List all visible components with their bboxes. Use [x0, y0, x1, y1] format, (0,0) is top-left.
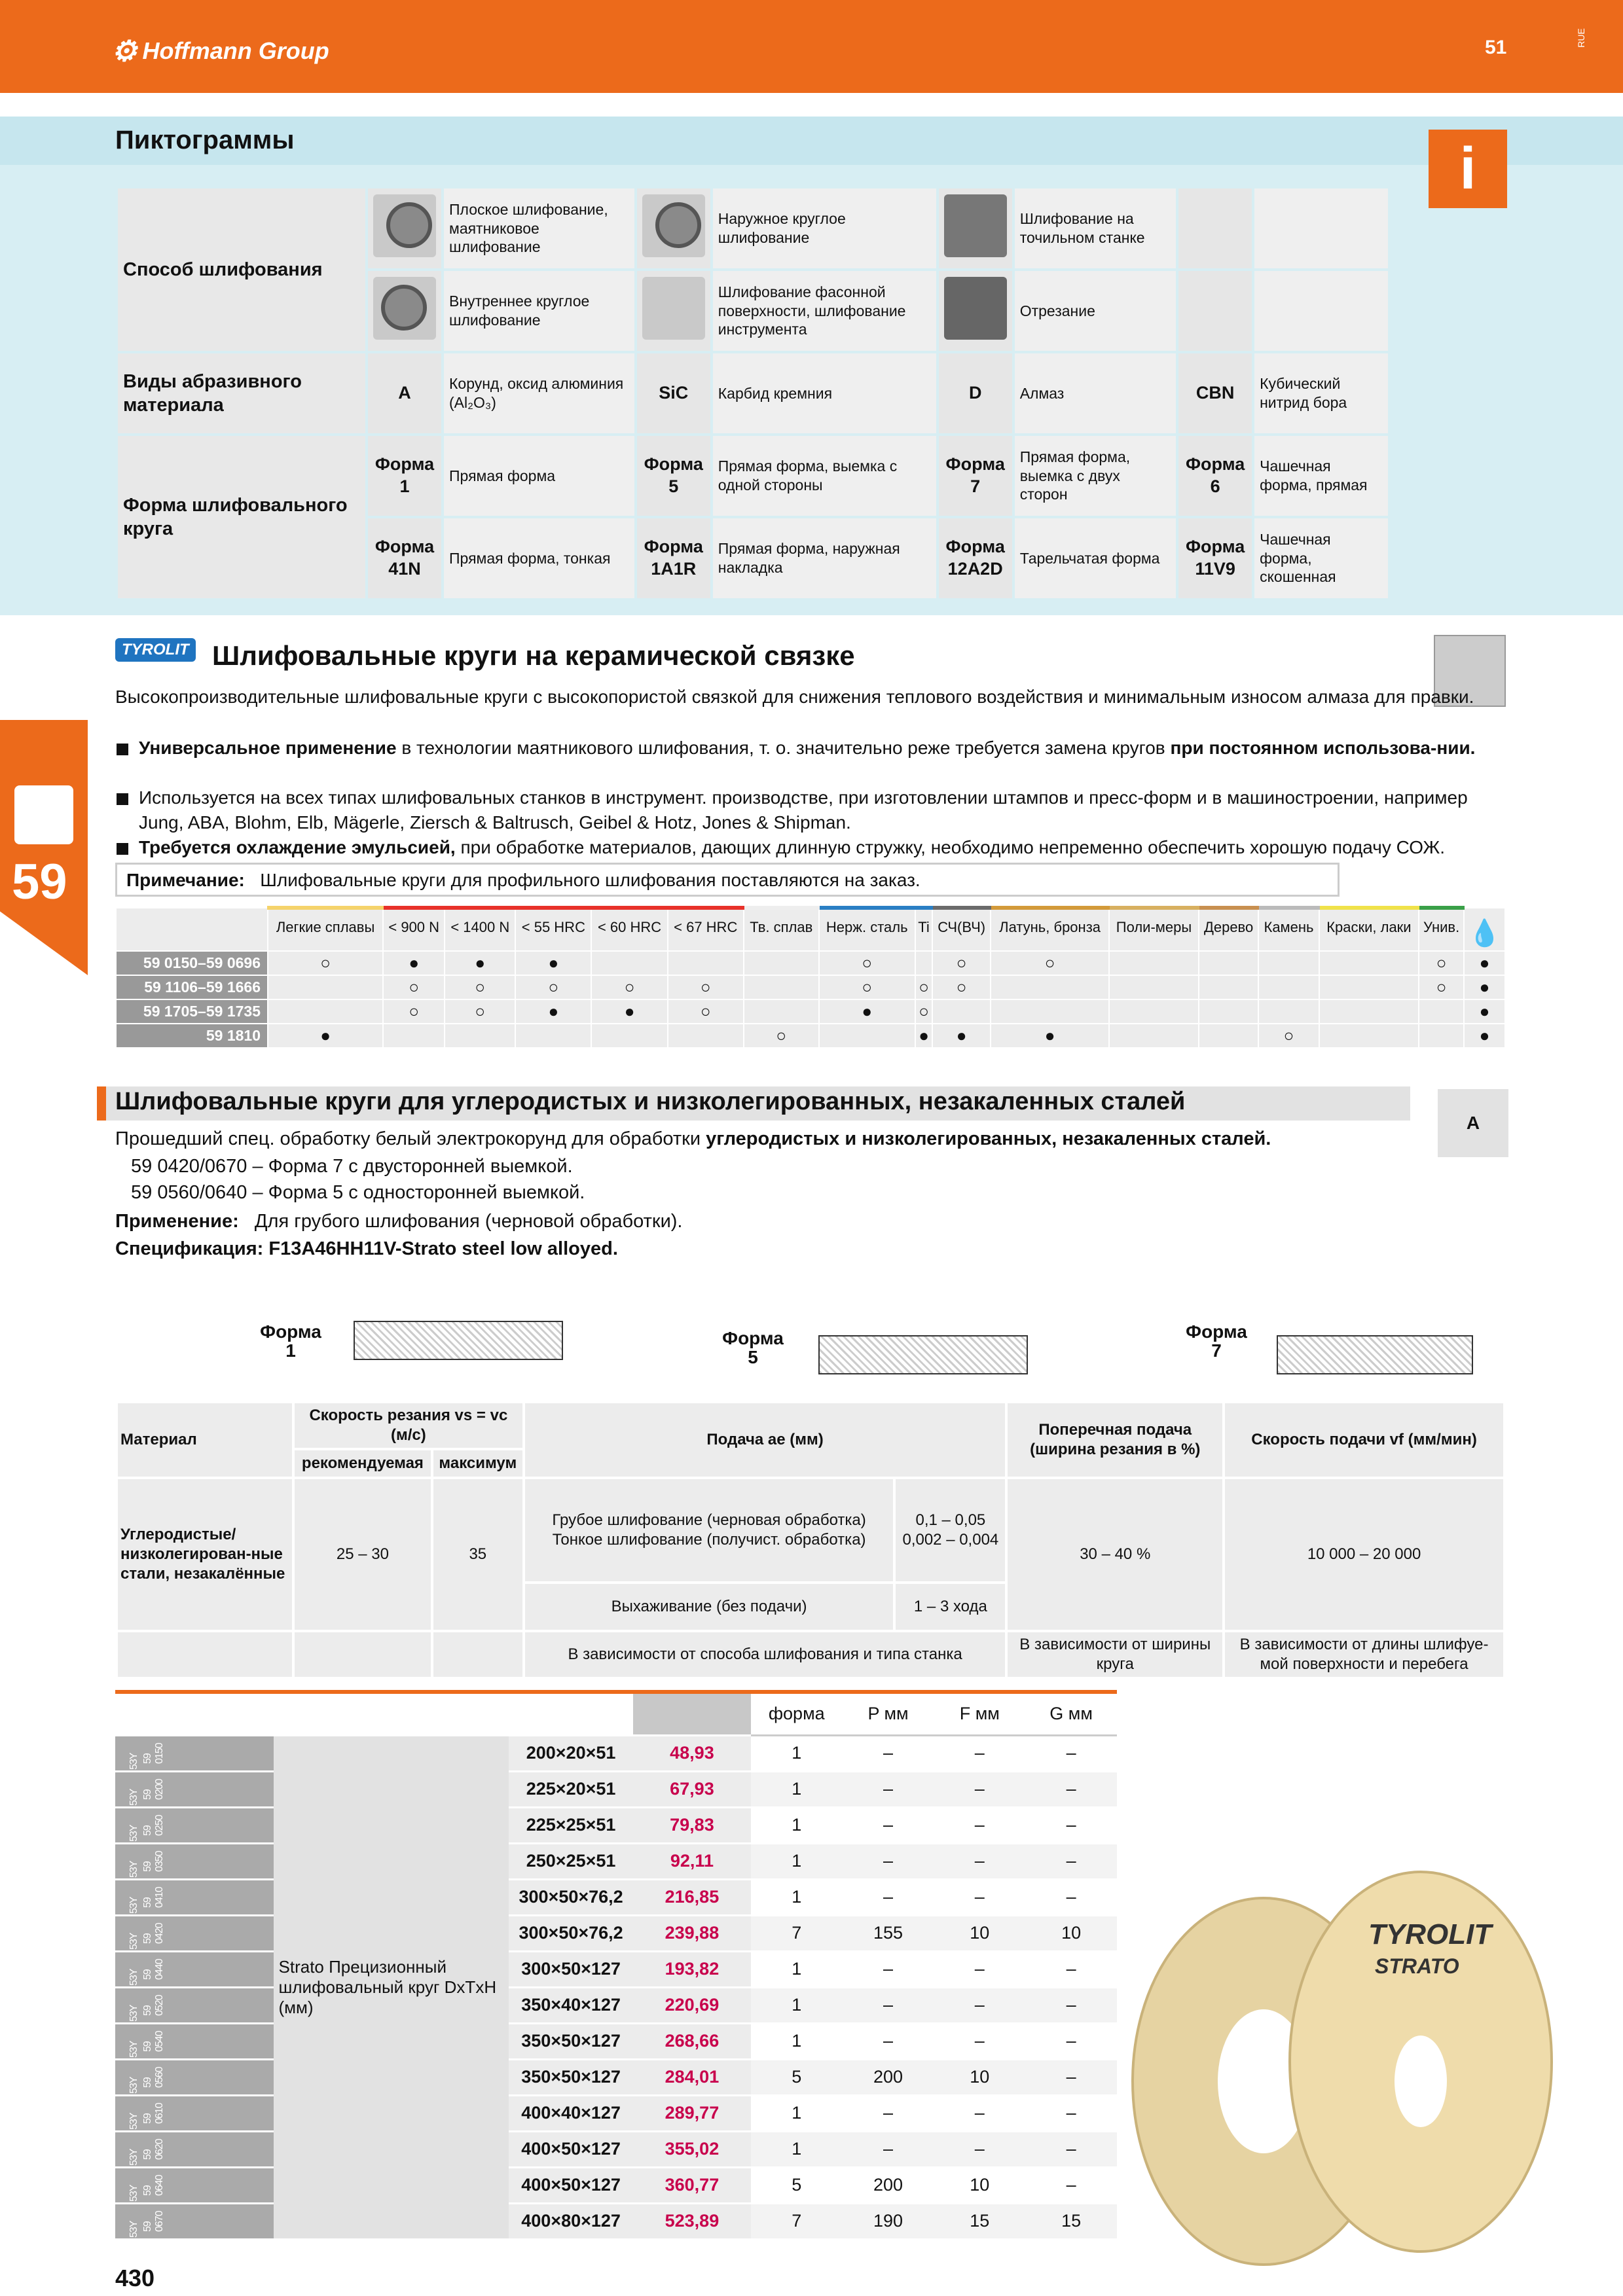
product-photo — [1113, 1846, 1584, 2271]
article-number: 59 0410 — [142, 1886, 165, 1908]
product-row[interactable]: 53Y 59 0420 300×50×76,2 239,88 7 155 10 10 — [115, 1915, 1117, 1951]
abrasive-code-box: A — [1438, 1089, 1508, 1157]
photo-model: STRATO — [1375, 1954, 1459, 1978]
material-suitability-table — [115, 906, 1506, 1049]
chapter-number: 59 — [12, 854, 67, 910]
table-row: 59 1705–59 1735 ○ ○ ● ● ○ ● ○ ● — [116, 999, 1505, 1024]
external-grinding-icon — [636, 187, 712, 270]
product-row[interactable]: 53Y 59 0520 350×40×127 220,69 1 – – – — [115, 1987, 1117, 2023]
article-number: 59 0670 — [142, 2210, 165, 2232]
product-col-header: форма — [751, 1692, 843, 1735]
form-7-drawing — [1277, 1335, 1473, 1374]
article-number: 59 0640 — [142, 2174, 165, 2196]
row-method: Способ шлифования — [117, 187, 367, 352]
price: 289,77 — [633, 2095, 751, 2131]
material-col: Камень — [1258, 908, 1319, 951]
product-row[interactable]: 53Y 59 0440 300×50×127 193,82 1 – – – — [115, 1951, 1117, 1987]
form-1-drawing — [354, 1321, 563, 1360]
specification-line: Спецификация: F13A46HH11V-Strato steel low alloyed. — [115, 1238, 618, 1259]
price: 216,85 — [633, 1879, 751, 1915]
price: 48,93 — [633, 1735, 751, 1771]
table-row: 59 0150–59 0696 ○ ● ● ● ○ ○ ○ ○ ● — [116, 951, 1505, 975]
article-number: 59 0540 — [142, 2030, 165, 2052]
pictogram-title: Пиктограммы — [115, 126, 295, 154]
product-row[interactable]: 53Y 59 0150 Strato Прецизионный шлифовальный круг DxTxH (мм) 200×20×51 48,93 1 – – – — [115, 1735, 1117, 1771]
chapter-wheel-icon — [14, 785, 73, 844]
subsection-line-3: 59 0560/0640 – Форма 5 с односторонней выемкой. — [131, 1182, 585, 1203]
price: 79,83 — [633, 1807, 751, 1843]
row-abrasive: Виды абразивного материала — [117, 352, 367, 435]
price: 67,93 — [633, 1771, 751, 1807]
form-5-label: Форма 5 — [722, 1328, 784, 1368]
internal-grinding-icon — [367, 270, 443, 352]
surface-grinding-icon — [367, 187, 443, 270]
profile-grinding-icon — [636, 270, 712, 352]
footer-page-number: 430 — [115, 2265, 155, 2291]
product-col-header: G мм — [1025, 1692, 1117, 1735]
product-description: Strato Прецизионный шлифовальный круг DxTxH (мм) — [274, 1735, 509, 2239]
price: 523,89 — [633, 2203, 751, 2239]
subsection-line-1: Прошедший спец. обработку белый электрокорунд для обработки углеродистых и низколегированных, незакаленных сталей. — [115, 1128, 1271, 1149]
article-number: 59 0440 — [142, 1958, 165, 1980]
table-row: 59 1106–59 1666 ○ ○ ○ ○ ○ ○ ○ ○ ○ ● — [116, 975, 1505, 999]
material-col: Поли-меры — [1109, 908, 1199, 951]
cutting-parameters-table: Материал Скорость резания vs = vc (м/с) Подача ae (мм) Поперечная подача (ширина резания в %) Скорость подачи vf (мм/мин) рекомендуемая максимум Углеродистые/ низколегирован-ные стали, незакалённые 25 – 30 35 Грубое шлифование (черновая обработка) Тонкое шлифование (получист. обработка) 0,1 – 0,05 0,002 – 0,004 30 – 40 % 10 000 – 20 000 Выхаживание (без подачи) 1 – 3 хода В зависимости от способа шлифования и типа станка В зависимости от ширины круга В зависимости от длины шлифуе-мой поверхности и перебега — [115, 1401, 1506, 1679]
product-row[interactable]: 53Y 59 0540 350×50×127 268,66 1 – – – — [115, 2023, 1117, 2059]
material-col: Дерево — [1199, 908, 1259, 951]
product-row[interactable]: 53Y 59 0410 300×50×76,2 216,85 1 – – – — [115, 1879, 1117, 1915]
material-col: Унив. — [1419, 908, 1464, 951]
bullet-2: Используется на всех типах шлифовальных станков в инструмент. производстве, при изготовлении штампов и пресс-форм и в машиностроении, например Jung, ABA, Blohm, Elb, Mägerle, Ziersch & Baltrusch, Geibel & Hotz, Jones & Shipman. — [115, 785, 1503, 835]
material-col: Латунь, бронза — [991, 908, 1109, 951]
header-page-number: 51 — [1485, 37, 1507, 58]
hoffmann-logo[interactable]: ⚙ Hoffmann Group — [111, 35, 329, 67]
subsection-title: Шлифовальные круги для углеродистых и низколегированных, незакаленных сталей — [115, 1088, 1186, 1115]
material-col: Краски, лаки — [1319, 908, 1419, 951]
note-box: Примечание: Шлифовальные круги для профильного шлифования поставляются на заказ. — [115, 863, 1340, 897]
article-number: 59 0150 — [142, 1742, 165, 1764]
section-intro: Высокопроизводительные шлифовальные круги с высокопористой связкой для снижения теплового воздействия и минимальным износом алмаза для правки. — [115, 687, 1474, 707]
subsection-line-2: 59 0420/0670 – Форма 7 с двусторонней выемкой. — [131, 1156, 573, 1177]
price: 193,82 — [633, 1951, 751, 1987]
price: 268,66 — [633, 2023, 751, 2059]
material-col: Тв. сплав — [744, 908, 819, 951]
product-row[interactable]: 53Y 59 0350 250×25×51 92,11 1 – – – — [115, 1843, 1117, 1879]
material-col: Ti — [915, 908, 932, 951]
material-col: < 67 HRC — [668, 908, 744, 951]
application-line: Применение: Для грубого шлифования (черновой обработки). — [115, 1211, 683, 1232]
article-number: 59 0610 — [142, 2102, 165, 2124]
pictogram-table: Способ шлифования Плоское шлифование, маятниковое шлифование Наружное круглое шлифование Шлифование на точильном станке Внутреннее круглое шлифование Шлифование фасонной поверхности, шлифование инструмента Отрезание Виды абразивного материала A Корунд, оксид алюминия (Al₂O₃) SiC Карбид кремния D Алмаз CBN Кубический нитрид бора Форма шлифовального круга Форма 1 Прямая форма Форма 5 Прямая форма, выемка с одной стороны Форма 7 Прямая форма, выемка с двух сторон Форма 6 Чашечная форма, прямая Форма 41N Прямая форма, тонкая Форма 1A1R Прямая форма, наружная накладка Форма 12A2D Тарельчатая форма Форма 11V9 Чашечная форма, скошенная — [115, 186, 1391, 601]
product-row[interactable]: 53Y 59 0640 400×50×127 360,77 5 200 10 – — [115, 2167, 1117, 2203]
price: 360,77 — [633, 2167, 751, 2203]
material-col: < 1400 N — [445, 908, 515, 951]
table-row: 59 1810 ● ○ ● ● ● ○ ● — [116, 1024, 1505, 1048]
region-code: RUE — [1575, 28, 1586, 48]
form-1-label: Форма 1 — [260, 1321, 321, 1361]
product-row[interactable]: 53Y 59 0670 400×80×127 523,89 7 190 15 15 — [115, 2203, 1117, 2239]
product-row[interactable]: 53Y 59 0560 350×50×127 284,01 5 200 10 – — [115, 2059, 1117, 2095]
material-col: < 60 HRC — [591, 908, 667, 951]
bullet-3: Требуется охлаждение эмульсией, при обработке материалов, дающих длинную стружку, необходимо непременно обеспечить хорошую подачу СОЖ. — [115, 835, 1503, 860]
form-7-label: Форма 7 — [1186, 1321, 1247, 1361]
material-col: < 900 N — [383, 908, 445, 951]
product-table — [115, 1690, 1117, 2240]
price: 284,01 — [633, 2059, 751, 2095]
price: 92,11 — [633, 1843, 751, 1879]
row-form: Форма шлифовального круга — [117, 435, 367, 600]
coolant-icon: 💧 — [1464, 908, 1505, 951]
article-number: 59 0520 — [142, 1994, 165, 2016]
article-number: 59 0620 — [142, 2138, 165, 2160]
price: 220,69 — [633, 1987, 751, 2023]
material-col: < 55 HRC — [515, 908, 591, 951]
article-number: 59 0250 — [142, 1814, 165, 1836]
material-col: Легкие сплавы — [268, 908, 383, 951]
info-icon: i — [1429, 130, 1507, 208]
article-number: 59 0200 — [142, 1778, 165, 1800]
section-title: Шлифовальные круги на керамической связке — [212, 640, 855, 671]
article-number: 59 0420 — [142, 1922, 165, 1944]
article-number: 59 0350 — [142, 1850, 165, 1872]
product-col-header: P мм — [843, 1692, 934, 1735]
price: 239,88 — [633, 1915, 751, 1951]
photo-brand: TYROLIT — [1368, 1918, 1492, 1950]
cut-off-icon — [938, 270, 1013, 352]
price: 355,02 — [633, 2131, 751, 2167]
bench-grinder-icon — [938, 187, 1013, 270]
form-5-drawing — [818, 1335, 1028, 1374]
product-row[interactable]: 53Y 59 0250 225×25×51 79,83 1 – – – — [115, 1807, 1117, 1843]
material-col: СЧ(ВЧ) — [932, 908, 991, 951]
material-col: Нерж. сталь — [819, 908, 915, 951]
bullet-1: Универсальное применение в технологии маятникового шлифования, т. о. значительно реже требуется замена кругов при постоянном использова-нии. — [115, 736, 1503, 761]
product-row[interactable]: 53Y 59 0610 400×40×127 289,77 1 – – – — [115, 2095, 1117, 2131]
chapter-tab[interactable] — [0, 720, 88, 975]
article-number: 59 0560 — [142, 2066, 165, 2088]
product-row[interactable]: 53Y 59 0200 225×20×51 67,93 1 – – – — [115, 1771, 1117, 1807]
product-row[interactable]: 53Y 59 0620 400×50×127 355,02 1 – – – — [115, 2131, 1117, 2167]
brand-name: Hoffmann Group — [142, 37, 329, 64]
tyrolit-logo: TYROLIT — [115, 638, 196, 662]
product-col-header: F мм — [934, 1692, 1025, 1735]
